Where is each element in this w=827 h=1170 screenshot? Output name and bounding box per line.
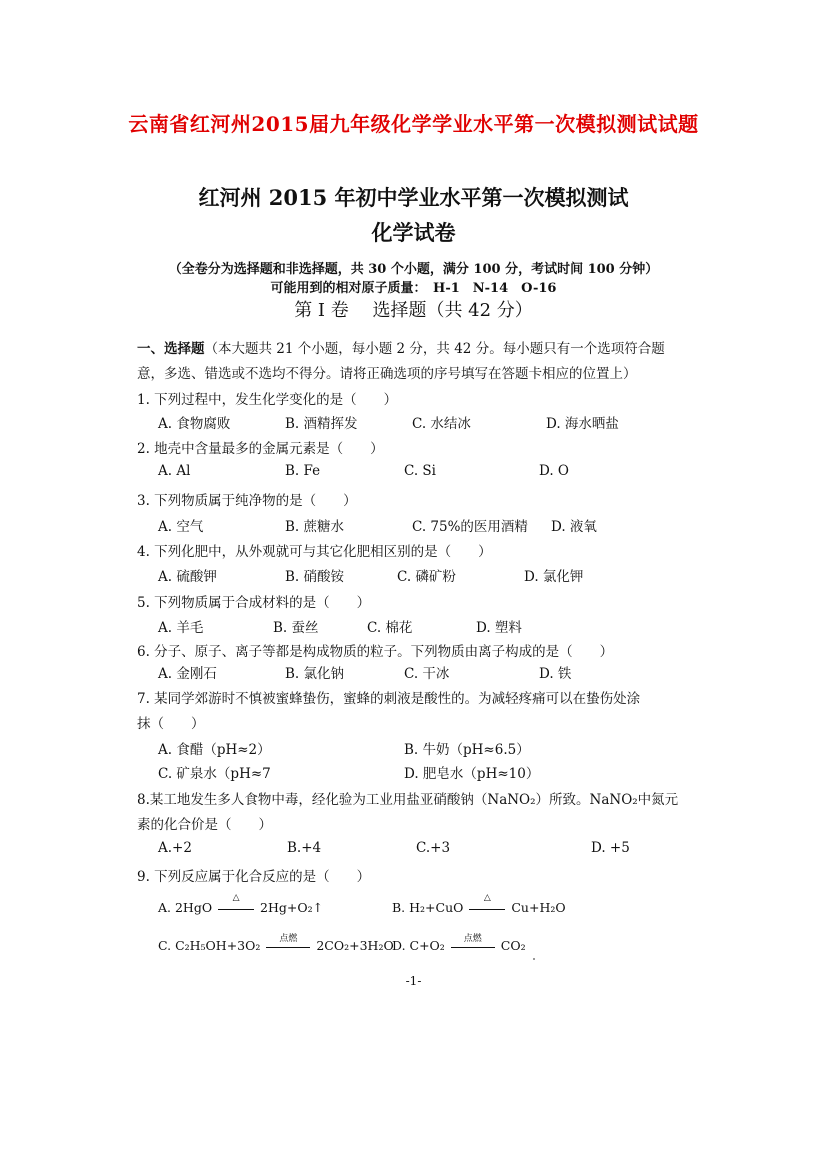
question-3-stem: 3. 下列物质属于纯净物的是（ ） bbox=[137, 493, 357, 509]
equation-d-reactants: D. C+O₂ bbox=[392, 938, 445, 953]
question-6-option-d: D. 铁 bbox=[539, 666, 572, 682]
question-1-option-b: B. 酒精挥发 bbox=[285, 416, 358, 432]
exam-title: 红河州 2015 年初中学业水平第一次模拟测试 bbox=[198, 185, 629, 210]
part-title: 第 I 卷 选择题（共 42 分） bbox=[294, 300, 533, 321]
question-7-stem: 7. 某同学郊游时不慎被蜜蜂蛰伤，蜜蜂的刺液是酸性的。为减轻疼痛可以在蛰伤处涂 bbox=[137, 691, 641, 707]
scan-speck bbox=[533, 958, 535, 960]
question-2-option-a: A. Al bbox=[158, 463, 191, 479]
question-8-option-b: B.+4 bbox=[287, 840, 322, 856]
question-7-option-a: A. 食醋（pH≈2） bbox=[158, 742, 271, 758]
question-1-option-a: A. 食物腐败 bbox=[158, 416, 231, 432]
question-5-option-a: A. 羊毛 bbox=[158, 620, 204, 636]
question-4-option-d: D. 氯化钾 bbox=[524, 569, 584, 585]
question-3-option-b: B. 蔗糖水 bbox=[285, 519, 345, 535]
question-9-stem: 9. 下列反应属于化合反应的是（ ） bbox=[137, 869, 371, 885]
equation-b-products: Cu+H₂O bbox=[511, 900, 566, 915]
reaction-condition: △ bbox=[232, 892, 240, 903]
reaction-condition: 点燃 bbox=[279, 933, 298, 944]
section-intro-text: （本大题共 21 个小题，每小题 2 分，共 42 分。每小题只有一个选项符合题 bbox=[204, 341, 665, 357]
question-8-option-d: D. +5 bbox=[591, 840, 630, 856]
reaction-condition: 点燃 bbox=[463, 933, 482, 944]
question-9-option-c bbox=[158, 933, 394, 953]
question-3-option-c: C. 75%的医用酒精 bbox=[412, 519, 528, 535]
question-7-option-b: B. 牛奶（pH≈6.5） bbox=[404, 742, 530, 758]
question-8-option-a: A.+2 bbox=[158, 840, 192, 856]
question-4-stem: 4. 下列化肥中，从外观就可与其它化肥相区别的是（ ） bbox=[137, 544, 492, 560]
question-8-stem-continued: 素的化合价是（ ） bbox=[137, 817, 272, 833]
question-7-stem-continued: 抹（ ） bbox=[137, 716, 205, 732]
atomic-mass-note: 可能用到的相对原子质量： H-1 N-14 O-16 bbox=[270, 281, 557, 296]
question-6-option-b: B. 氯化钠 bbox=[285, 666, 345, 682]
question-1-option-d: D. 海水晒盐 bbox=[546, 416, 619, 432]
question-9-option-a bbox=[158, 892, 324, 915]
question-6-option-a: A. 金刚石 bbox=[158, 666, 217, 682]
question-4-option-b: B. 硝酸铵 bbox=[285, 569, 345, 585]
question-1-stem: 1. 下列过程中，发生化学变化的是（ ） bbox=[137, 392, 398, 408]
question-6-option-c: C. 干冰 bbox=[404, 666, 450, 682]
question-4-option-c: C. 磷矿粉 bbox=[397, 569, 456, 585]
question-7-option-d: D. 肥皂水（pH≈10） bbox=[404, 766, 540, 782]
reaction-arrow bbox=[451, 933, 495, 953]
question-8-option-c: C.+3 bbox=[416, 840, 451, 856]
equation-a-reactants: A. 2HgO bbox=[158, 900, 213, 915]
question-2-option-b: B. Fe bbox=[285, 463, 321, 479]
reaction-condition: △ bbox=[483, 892, 491, 903]
question-9-option-b bbox=[392, 892, 566, 915]
question-3-option-a: A. 空气 bbox=[158, 519, 204, 535]
reaction-arrow bbox=[218, 892, 254, 915]
question-5-option-d: D. 塑料 bbox=[476, 620, 522, 636]
question-2-option-c: C. Si bbox=[404, 463, 436, 479]
reaction-arrow bbox=[469, 892, 505, 915]
question-7-option-c: C. 矿泉水（pH≈7 bbox=[158, 766, 271, 782]
section-intro-line-1 bbox=[137, 337, 665, 357]
question-5-stem: 5. 下列物质属于合成材料的是（ ） bbox=[137, 595, 371, 611]
equation-a-products: 2Hg+O₂↑ bbox=[260, 900, 324, 915]
equation-b-reactants: B. H₂+CuO bbox=[392, 900, 464, 915]
section-label: 一、选择题 bbox=[137, 341, 205, 357]
subject-title: 化学试卷 bbox=[371, 220, 456, 245]
equation-c-products: 2CO₂+3H₂O bbox=[316, 938, 394, 953]
section-intro-line-2: 意，多选、错选或不选均不得分。请将正确选项的序号填写在答题卡相应的位置上） bbox=[137, 366, 637, 382]
question-5-option-c: C. 棉花 bbox=[367, 620, 413, 636]
question-6-stem: 6. 分子、原子、离子等都是构成物质的粒子。下列物质由离子构成的是（ ） bbox=[137, 644, 614, 660]
question-3-option-d: D. 液氧 bbox=[551, 519, 597, 535]
question-1-option-c: C. 水结冰 bbox=[412, 416, 471, 432]
exam-note: （全卷分为选择题和非选择题，共 30 个小题，满分 100 分，考试时间 100 分钟） bbox=[168, 262, 659, 277]
page-number: -1- bbox=[405, 974, 422, 988]
question-2-option-d: D. O bbox=[539, 463, 569, 479]
question-9-option-d bbox=[392, 933, 526, 953]
document-title: 云南省红河州2015届九年级化学学业水平第一次模拟测试试题 bbox=[128, 112, 699, 136]
question-4-option-a: A. 硫酸钾 bbox=[158, 569, 217, 585]
question-8-stem: 8.某工地发生多人食物中毒，经化验为工业用盐亚硝酸钠（NaNO₂）所致。NaNO₂中氮元 bbox=[137, 792, 679, 808]
equation-c-reactants: C. C₂H₅OH+3O₂ bbox=[158, 938, 261, 953]
equation-d-products: CO₂ bbox=[500, 938, 526, 953]
question-5-option-b: B. 蚕丝 bbox=[273, 620, 319, 636]
question-2-stem: 2. 地壳中含量最多的金属元素是（ ） bbox=[137, 441, 384, 457]
reaction-arrow bbox=[266, 933, 310, 953]
